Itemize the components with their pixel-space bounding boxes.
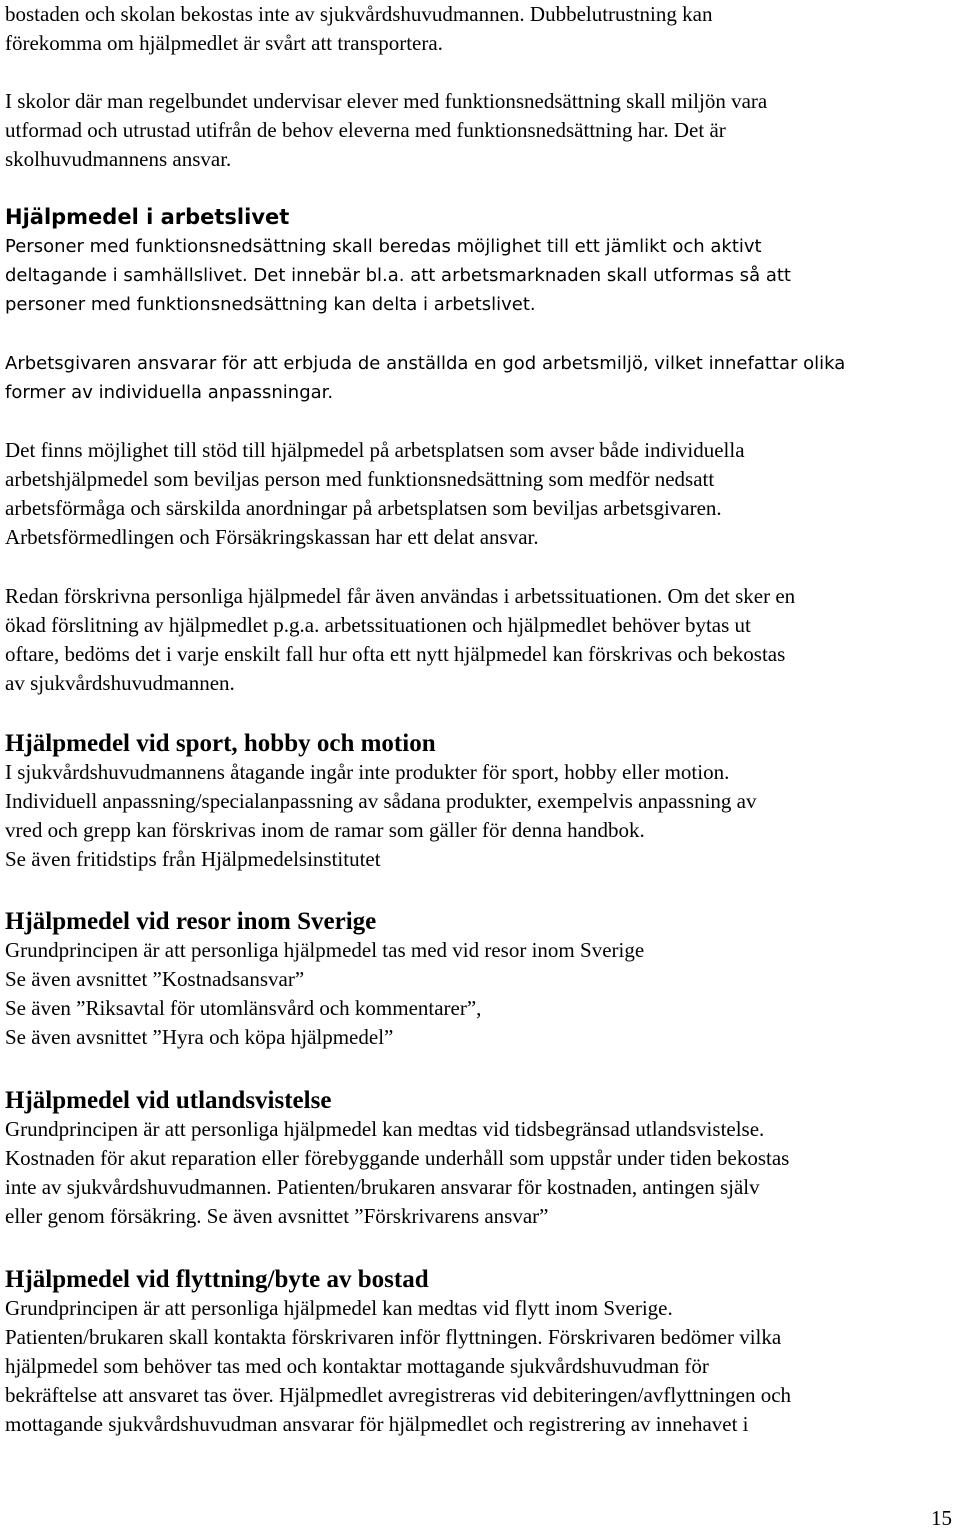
text-line: deltagande i samhällslivet. Det innebär bl.a. att arbetsmarknaden skall utformas så att — [5, 265, 791, 286]
text-line: hjälpmedel som behöver tas med och kontaktar mottagande sjukvårdshuvudman för — [5, 1354, 709, 1378]
text-line: personer med funktionsnedsättning kan delta i arbetslivet. — [5, 294, 536, 315]
text-line: Grundprincipen är att personliga hjälpmedel kan medtas vid flytt inom Sverige. — [5, 1296, 673, 1320]
section-heading: Hjälpmedel i arbetslivet — [5, 205, 290, 229]
section-sport-hobby — [5, 729, 756, 874]
section-utlandsvistelse — [5, 1086, 789, 1231]
text-line: Arbetsförmedlingen och Försäkringskassan har ett delat ansvar. — [5, 525, 539, 549]
text-line: Grundprincipen är att personliga hjälpmedel tas med vid resor inom Sverige — [5, 938, 645, 962]
text-line: Individuell anpassning/specialanpassning av sådana produkter, exempelvis anpassning av — [5, 789, 757, 813]
text-line: Kostnaden för akut reparation eller förebyggande underhåll som uppstår under tiden bekostas — [5, 1146, 790, 1170]
text-line: utformad och utrustad utifrån de behov eleverna med funktionsnedsättning har. Det är — [5, 118, 726, 142]
section-heading: Hjälpmedel vid flyttning/byte av bostad — [5, 1266, 429, 1293]
text-line: bekräftelse att ansvaret tas över. Hjälpmedlet avregistreras vid debiteringen/avflyttningen och — [5, 1383, 792, 1407]
text-line: skolhuvudmannens ansvar. — [5, 147, 232, 171]
text-line: ökad förslitning av hjälpmedlet p.g.a. arbetssituationen och hjälpmedlet behöver bytas ut — [5, 613, 751, 637]
section-heading: Hjälpmedel vid utlandsvistelse — [5, 1087, 332, 1114]
text-line: oftare, bedöms det i varje enskilt fall hur ofta ett nytt hjälpmedel kan förskrivas och bekostas — [5, 642, 786, 666]
text-line: Se även ”Riksavtal för utomlänsvård och kommentarer”, — [5, 996, 482, 1020]
text-line: Se även avsnittet ”Hyra och köpa hjälpmedel” — [5, 1025, 394, 1049]
paragraph-skola-transport — [5, 0, 712, 58]
text-line: eller genom försäkring. Se även avsnittet ”Förskrivarens ansvar” — [5, 1204, 549, 1228]
text-line: av sjukvårdshuvudmannen. — [5, 671, 235, 695]
text-line: Grundprincipen är att personliga hjälpmedel kan medtas vid tidsbegränsad utlandsvistelse. — [5, 1117, 765, 1141]
text-line: mottagande sjukvårdshuvudman ansvarar för hjälpmedlet och registrering av innehavet i — [5, 1412, 749, 1436]
text-line: Redan förskrivna personliga hjälpmedel får även användas i arbetssituationen. Om det sker en — [5, 584, 796, 608]
text-line: inte av sjukvårdshuvudmannen. Patienten/brukaren ansvarar för kostnaden, antingen själv — [5, 1175, 760, 1199]
text-line: Personer med funktionsnedsättning skall beredas möjlighet till ett jämlikt och aktivt — [5, 236, 762, 257]
paragraph-arbetsgivaren — [5, 349, 845, 407]
section-arbetslivet — [5, 203, 791, 319]
section-heading: Hjälpmedel vid sport, hobby och motion — [5, 730, 436, 757]
page-number: 15 — [931, 1506, 952, 1530]
text-line: arbetshjälpmedel som beviljas person med funktionsnedsättning som medför nedsatt — [5, 467, 715, 491]
text-line: Det finns möjlighet till stöd till hjälpmedel på arbetsplatsen som avser både individuella — [5, 438, 745, 462]
section-flyttning — [5, 1265, 791, 1439]
text-line: I sjukvårdshuvudmannens åtagande ingår inte produkter för sport, hobby eller motion. — [5, 760, 730, 784]
text-line: former av individuella anpassningar. — [5, 382, 334, 403]
text-line: I skolor där man regelbundet undervisar elever med funktionsnedsättning skall miljön vara — [5, 89, 768, 113]
text-line: Se även avsnittet ”Kostnadsansvar” — [5, 967, 305, 991]
text-line: Patienten/brukaren skall kontakta förskrivaren inför flyttningen. Förskrivaren bedömer vilka — [5, 1325, 782, 1349]
text-line: Se även fritidstips från Hjälpmedelsinstitutet — [5, 847, 381, 871]
text-line: förekomma om hjälpmedlet är svårt att transportera. — [5, 31, 443, 55]
text-line: arbetsförmåga och särskilda anordningar på arbetsplatsen som beviljas arbetsgivaren. — [5, 496, 722, 520]
section-resor-sverige — [5, 907, 644, 1052]
text-line: Arbetsgivaren ansvarar för att erbjuda de anställda en god arbetsmiljö, vilket innefattar olika — [5, 353, 846, 374]
text-line: bostaden och skolan bekostas inte av sjukvårdshuvudmannen. Dubbelutrustning kan — [5, 2, 713, 26]
paragraph-skolor-miljo — [5, 87, 767, 174]
text-line: vred och grepp kan förskrivas inom de ramar som gäller för denna handbok. — [5, 818, 645, 842]
section-heading: Hjälpmedel vid resor inom Sverige — [5, 908, 377, 935]
paragraph-forskrivna-hjalpmedel — [5, 582, 795, 698]
paragraph-stod-arbetsplatsen — [5, 436, 745, 552]
